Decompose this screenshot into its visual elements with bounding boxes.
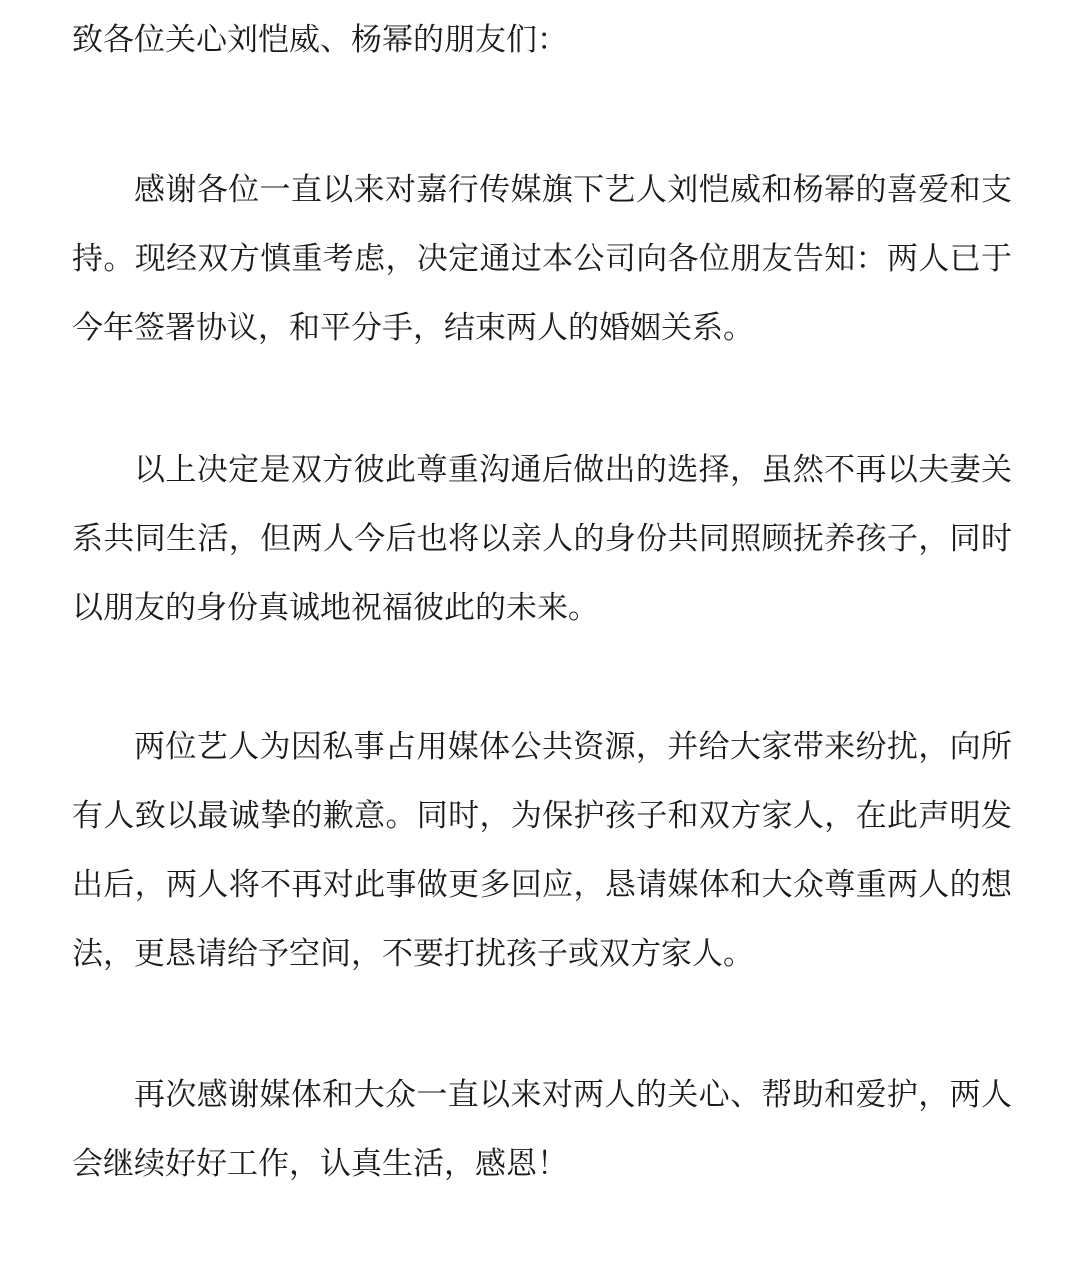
paragraph-closing: 再次感谢媒体和大众一直以来对两人的关心、帮助和爱护，两人会继续好好工作，认真生活，感恩！ (72, 1077, 1012, 1182)
paragraph-thanks: 感谢各位一直以来对嘉行传媒旗下艺人刘恺威和杨幂的喜爱和支持。现经双方慎重考虑，决定通过本公司向各位朋友告知：两人已于今年签署协议，和平分手，结束两人的婚姻关系。 (72, 172, 1012, 346)
salutation: 致各位关心刘恺威、杨幂的朋友们： (72, 22, 568, 58)
paragraph-apology: 两位艺人为因私事占用媒体公共资源，并给大家带来纷扰，向所有人致以最诚挚的歉意。同时，为保护孩子和双方家人，在此声明发出后，两人将不再对此事做更多回应，恳请媒体和大众尊重两人的想法，更恳请给予空间，不要打扰孩子或双方家人。 (72, 729, 1012, 972)
paragraph-decision: 以上决定是双方彼此尊重沟通后做出的选择，虽然不再以夫妻关系共同生活，但两人今后也将以亲人的身份共同照顾抚养孩子，同时以朋友的身份真诚地祝福彼此的未来。 (72, 452, 1012, 626)
